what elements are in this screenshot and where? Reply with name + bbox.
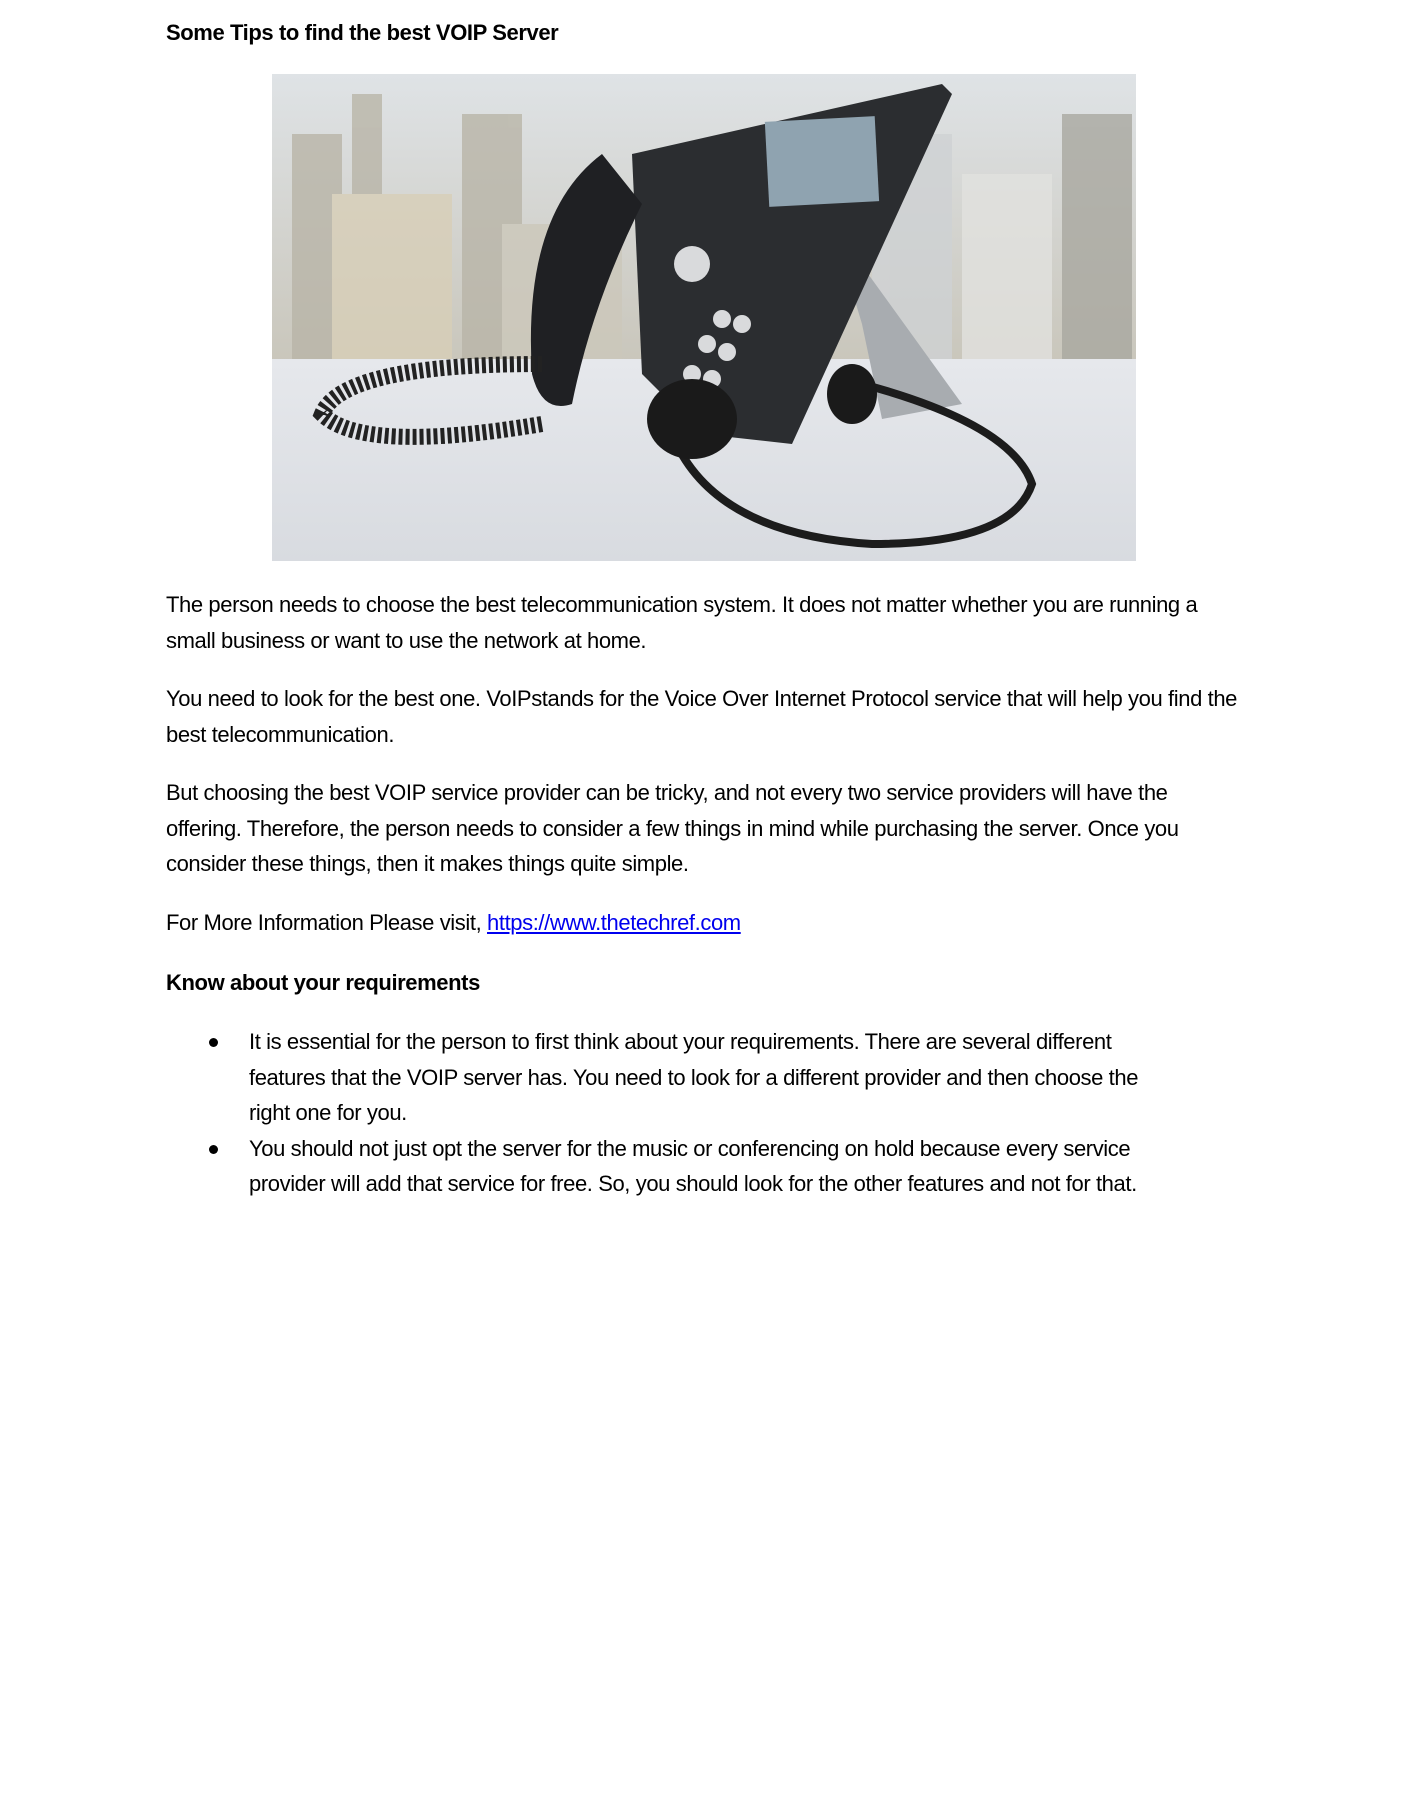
document-title: Some Tips to find the best VOIP Server	[166, 20, 559, 45]
list-item-text: You should not just opt the server for the music or conferencing on hold because every service provider will add that service for free. So, you should look for the other features and not for that.	[249, 1135, 1137, 1196]
section-heading: Know about your requirements	[166, 970, 480, 995]
list-item	[166, 1024, 1166, 1131]
voip-desk-phone-with-headset-photo-icon	[272, 74, 1136, 561]
bullet-icon	[209, 1038, 218, 1047]
paragraph-3: But choosing the best VOIP service provider can be tricky, and not every two service providers will have the offering. Therefore, the person needs to consider a few things in mind while purchasing the server. Once you consider these things, then it makes things quite simple.	[166, 780, 1179, 876]
voip-phone-photo	[272, 74, 1136, 561]
paragraph-2: You need to look for the best one. VoIPstands for the Voice Over Internet Protocol service that will help you find the best telecommunication.	[166, 686, 1237, 747]
list-item	[166, 1131, 1166, 1202]
more-info-label: For More Information Please visit,	[166, 910, 488, 935]
more-info-line	[166, 905, 1246, 941]
paragraph-1: The person needs to choose the best telecommunication system. It does not matter whether you are running a small business or want to use the network at home.	[166, 592, 1198, 653]
requirements-list	[166, 1024, 1166, 1202]
bullet-icon	[209, 1145, 218, 1154]
website-link[interactable]: https://www.thetechref.com	[487, 910, 741, 935]
list-item-text: It is essential for the person to first think about your requirements. There are several different features that the VOIP server has. You need to look for a different provider and then choose the right one for you.	[249, 1029, 1139, 1125]
